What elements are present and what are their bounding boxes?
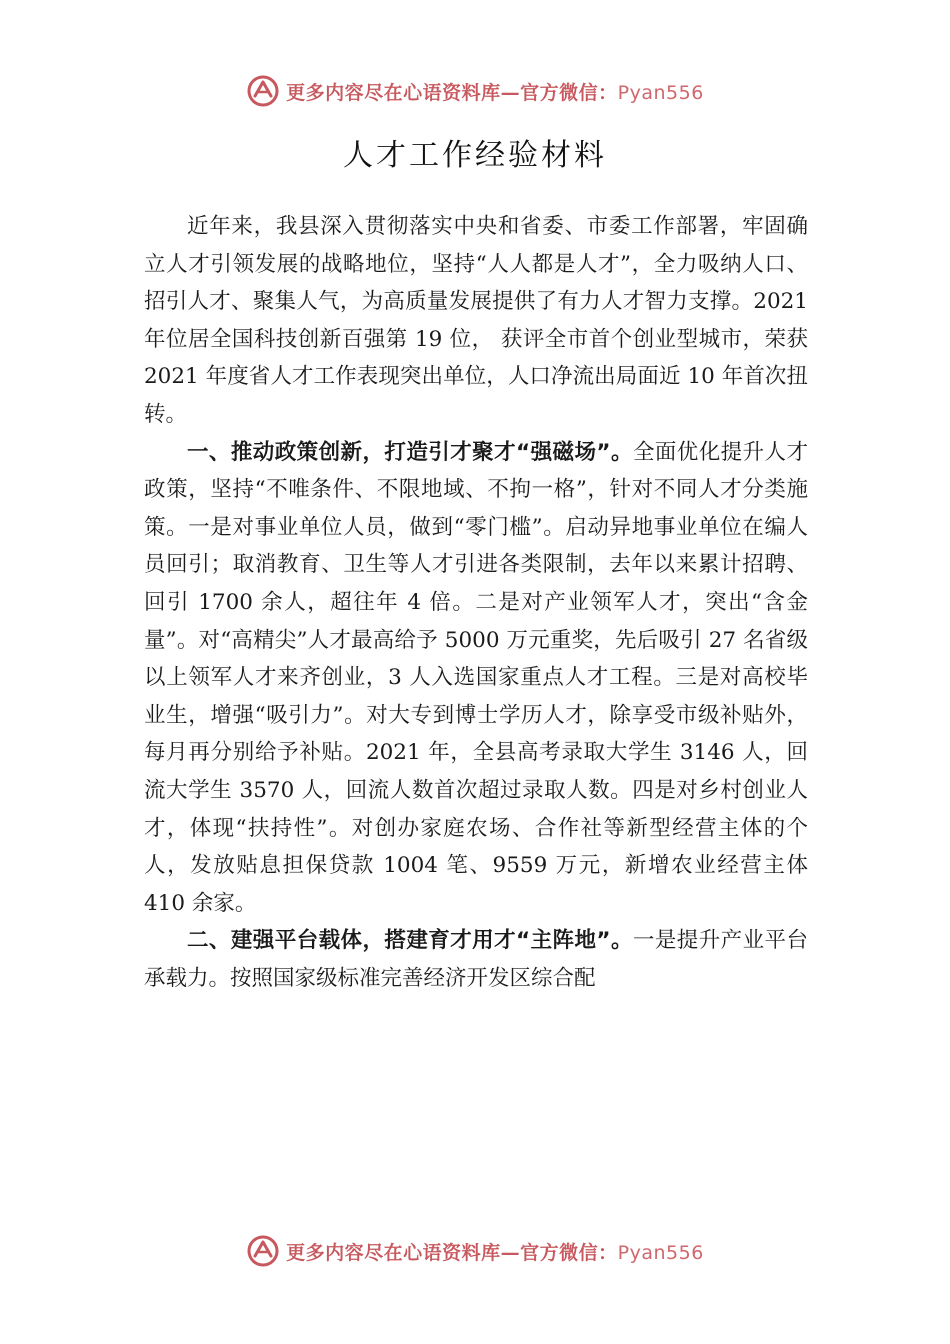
watermark-brand: 更多内容尽在心语资料库—官方微信： [286, 1241, 618, 1264]
watermark-id: Pyan556 [617, 1241, 704, 1264]
section-1-body: 全面优化提升人才政策，坚持“不唯条件、不限地域、不拘一格”，针对不同人才分类施策。一是对事业单位人员，做到“零门槛”。启动异地事业单位在编人员回引；取消教育、卫生等人才引进各类限制，去年以来累计招聘、回引 1700 余人，超往年 4 倍。二是对产业领军人才，突出“含金量”。对“高精尖”人才最高给予 5000 万元重奖，先后吸引 27 名省级以上领军人才来齐创业，3 人入选国家重点人才工程。三是对高校毕业生，增强“吸引力”。对大专到博士学历人才，除享受市级补贴外，每月再分别给予补贴。2021 年，全县高考录取大学生 3146 人，回流大学生 3570 人，回流人数首次超过录取人数。四是对乡村创业人才，体现“扶持性”。对创办家庭农场、合作社等新型经营主体的个人，发放贴息担保贷款 1004 笔、9559 万元，新增农业经营主体 410 余家。 [144, 439, 808, 916]
section-2-paragraph [144, 922, 808, 997]
section-2-body: 一是提升产业平台承载力。按照国家级标准完善经济开发区综合配 [144, 928, 808, 991]
section-1-heading: 一、推动政策创新，打造引才聚才“强磁场”。 [187, 439, 633, 465]
watermark-text [286, 1238, 704, 1265]
brand-logo-icon [246, 1234, 280, 1268]
document-body [144, 208, 808, 997]
page-title: 人才工作经验材料 [343, 138, 607, 173]
watermark-header [0, 74, 950, 108]
watermark-id: Pyan556 [617, 81, 704, 104]
watermark-footer [0, 1234, 950, 1268]
intro-paragraph: 近年来，我县深入贯彻落实中央和省委、市委工作部署，牢固确立人才引领发展的战略地位，坚持“人人都是人才”，全力吸纳人口、招引人才、聚集人气，为高质量发展提供了有力人才智力支撑。2021 年位居全国科技创新百强第 19 位， 获评全市首个创业型城市，荣获 2021 年度省人才工作表现突出单位，人口净流出局面近 10 年首次扭转。 [144, 214, 808, 427]
section-1-paragraph [144, 434, 808, 923]
section-2-heading: 二、建强平台载体，搭建育才用才“主阵地”。 [187, 928, 633, 954]
watermark-brand: 更多内容尽在心语资料库—官方微信： [286, 81, 618, 104]
brand-logo-icon [246, 74, 280, 108]
watermark-text [286, 78, 704, 105]
